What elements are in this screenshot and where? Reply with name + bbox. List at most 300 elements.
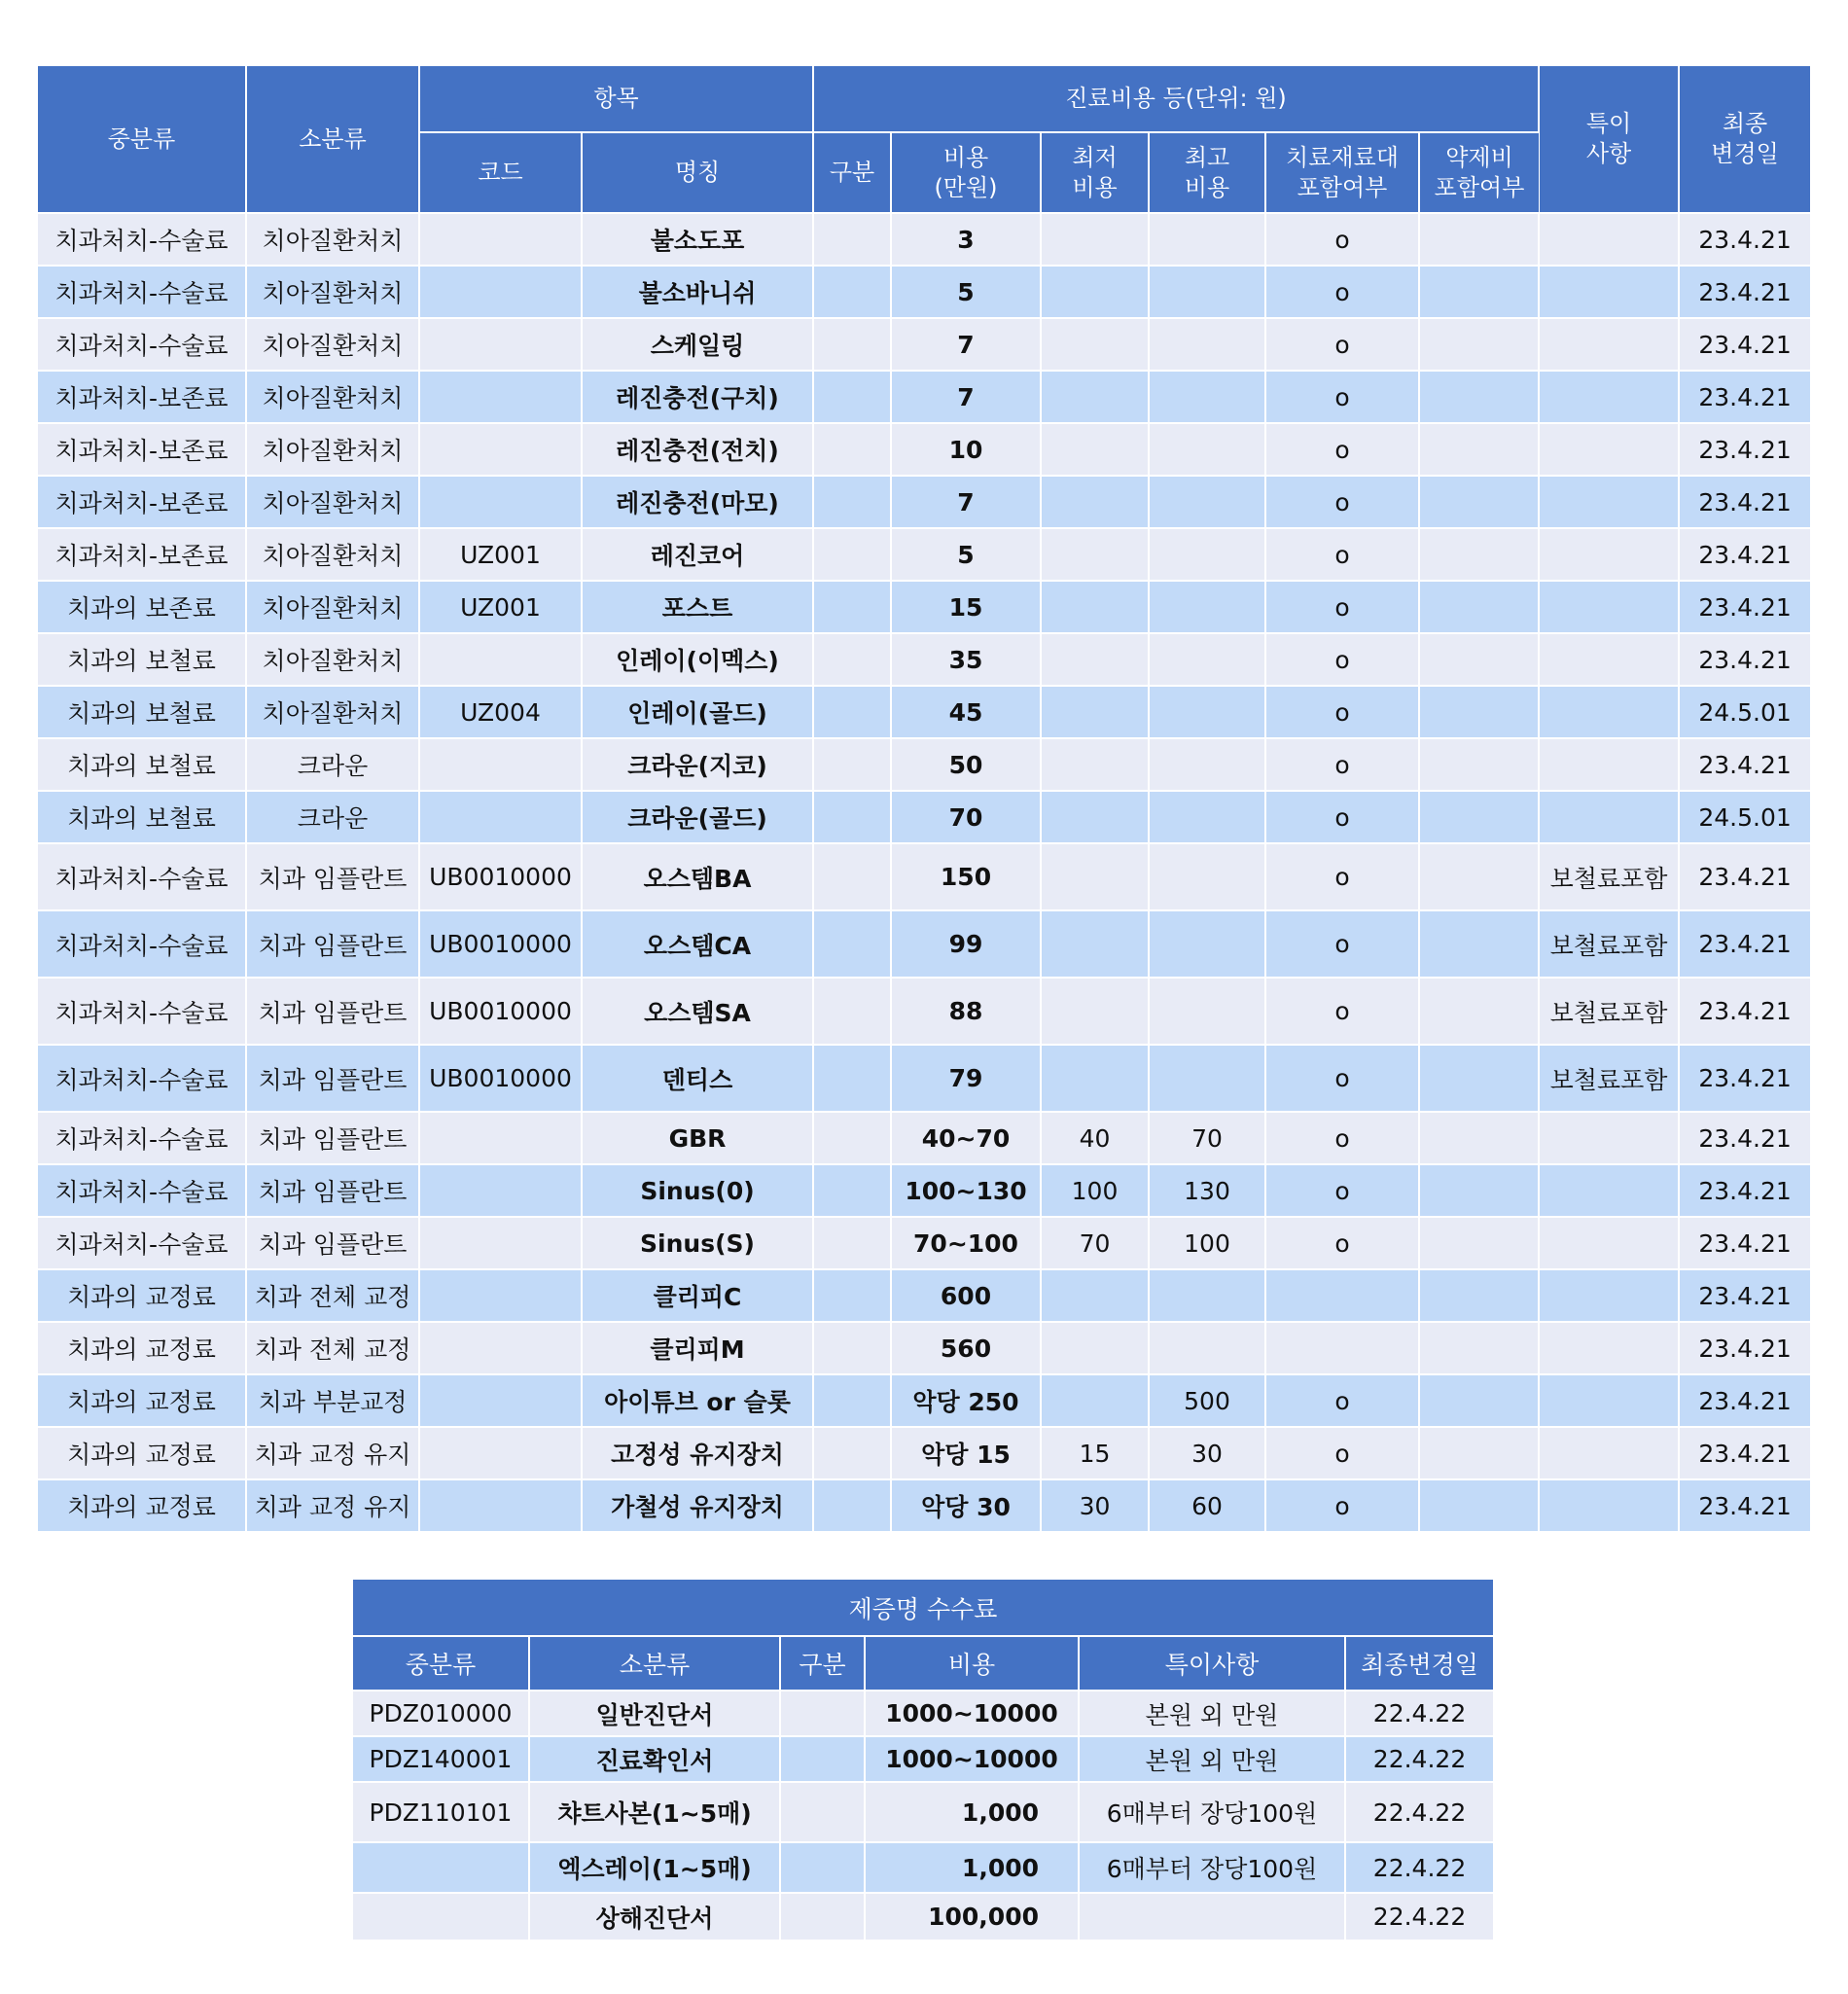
cell-min-cost	[1041, 1269, 1149, 1322]
cell-sub-category: 치과 임플란트	[246, 1164, 419, 1217]
cell-sub-category: 치아질환처치	[246, 423, 419, 476]
cell-last-changed: 23.4.21	[1679, 1322, 1810, 1374]
cell-material-included: o	[1265, 910, 1419, 978]
cell-min-cost	[1041, 738, 1149, 791]
cell-code	[419, 1427, 582, 1479]
table-row	[38, 633, 1810, 686]
cell-middle-category: 치과의 교정료	[38, 1479, 246, 1532]
cell-drug-included	[1419, 528, 1539, 581]
cell-cost: 악당 15	[891, 1427, 1041, 1479]
cell-max-cost	[1149, 476, 1265, 528]
fee-cell-sub-category: 진료확인서	[529, 1736, 780, 1782]
cell-max-cost	[1149, 791, 1265, 843]
cell-last-changed: 23.4.21	[1679, 843, 1810, 910]
cell-division	[813, 581, 891, 633]
header-last-changed: 최종 변경일	[1679, 66, 1810, 213]
cell-sub-category: 치과 임플란트	[246, 843, 419, 910]
cell-material-included: o	[1265, 978, 1419, 1045]
cell-cost: 15	[891, 581, 1041, 633]
cell-drug-included	[1419, 266, 1539, 318]
table-row	[38, 1374, 1810, 1427]
cell-middle-category: 치과의 보철료	[38, 738, 246, 791]
table-row	[38, 791, 1810, 843]
cell-drug-included	[1419, 371, 1539, 423]
cell-min-cost	[1041, 476, 1149, 528]
fee-cell-special-notes: 6매부터 장당100원	[1079, 1842, 1345, 1893]
cell-cost: 5	[891, 266, 1041, 318]
cell-min-cost: 100	[1041, 1164, 1149, 1217]
cell-name: 포스트	[582, 581, 813, 633]
cell-drug-included	[1419, 1112, 1539, 1164]
cell-name: 인레이(골드)	[582, 686, 813, 738]
fee-header-sub-category: 소분류	[529, 1636, 780, 1691]
fee-cell-cost: 1,000	[865, 1842, 1079, 1893]
cell-sub-category: 크라운	[246, 791, 419, 843]
cell-max-cost	[1149, 1322, 1265, 1374]
cell-division	[813, 1322, 891, 1374]
fee-cell-sub-category: 엑스레이(1~5매)	[529, 1842, 780, 1893]
cell-middle-category: 치과처치-수술료	[38, 318, 246, 371]
cell-cost: 45	[891, 686, 1041, 738]
fee-cell-last-changed: 22.4.22	[1345, 1782, 1493, 1842]
cell-name: 크라운(지코)	[582, 738, 813, 791]
fee-table-title: 제증명 수수료	[353, 1580, 1493, 1636]
cell-special-notes	[1539, 266, 1679, 318]
cell-special-notes	[1539, 423, 1679, 476]
fee-cell-special-notes: 본원 외 만원	[1079, 1691, 1345, 1736]
cell-sub-category: 치과 임플란트	[246, 1112, 419, 1164]
cell-middle-category: 치과처치-보존료	[38, 423, 246, 476]
cell-min-cost	[1041, 910, 1149, 978]
cell-cost: 악당 250	[891, 1374, 1041, 1427]
cell-division	[813, 423, 891, 476]
cell-drug-included	[1419, 843, 1539, 910]
cell-code: UZ001	[419, 528, 582, 581]
cell-max-cost	[1149, 978, 1265, 1045]
table-row	[353, 1842, 1493, 1893]
table-row	[38, 528, 1810, 581]
table-row	[38, 1045, 1810, 1112]
cell-middle-category: 치과의 보철료	[38, 791, 246, 843]
cell-name: 레진충전(구치)	[582, 371, 813, 423]
cell-cost: 600	[891, 1269, 1041, 1322]
cell-middle-category: 치과처치-수술료	[38, 1045, 246, 1112]
cell-division	[813, 1217, 891, 1269]
header-max-cost: 최고 비용	[1149, 132, 1265, 213]
cell-material-included: o	[1265, 1427, 1419, 1479]
cell-max-cost	[1149, 528, 1265, 581]
table-row	[38, 843, 1810, 910]
cell-min-cost: 40	[1041, 1112, 1149, 1164]
table-row	[38, 1427, 1810, 1479]
header-middle-category: 중분류	[38, 66, 246, 213]
cell-last-changed: 23.4.21	[1679, 738, 1810, 791]
cell-material-included: o	[1265, 633, 1419, 686]
cell-code	[419, 318, 582, 371]
cell-material-included: o	[1265, 371, 1419, 423]
cell-max-cost: 100	[1149, 1217, 1265, 1269]
table-row	[353, 1691, 1493, 1736]
cell-special-notes	[1539, 1427, 1679, 1479]
cell-min-cost	[1041, 266, 1149, 318]
cell-name: GBR	[582, 1112, 813, 1164]
cell-cost: 70	[891, 791, 1041, 843]
cell-division	[813, 213, 891, 266]
cell-drug-included	[1419, 1217, 1539, 1269]
cell-middle-category: 치과처치-수술료	[38, 266, 246, 318]
cell-last-changed: 23.4.21	[1679, 633, 1810, 686]
cell-special-notes: 보철료포함	[1539, 1045, 1679, 1112]
cell-drug-included	[1419, 738, 1539, 791]
cell-code	[419, 423, 582, 476]
cell-special-notes	[1539, 686, 1679, 738]
cell-special-notes	[1539, 371, 1679, 423]
cell-min-cost	[1041, 423, 1149, 476]
cell-code	[419, 1479, 582, 1532]
cell-middle-category: 치과의 교정료	[38, 1374, 246, 1427]
cell-name: 고정성 유지장치	[582, 1427, 813, 1479]
fee-cell-sub-category: 챠트사본(1~5매)	[529, 1782, 780, 1842]
cell-last-changed: 23.4.21	[1679, 1045, 1810, 1112]
cell-max-cost	[1149, 738, 1265, 791]
cell-material-included	[1265, 1322, 1419, 1374]
fee-cell-special-notes	[1079, 1893, 1345, 1941]
cell-last-changed: 23.4.21	[1679, 1374, 1810, 1427]
cell-code: UB0010000	[419, 978, 582, 1045]
cell-min-cost	[1041, 1322, 1149, 1374]
cell-division	[813, 978, 891, 1045]
cell-sub-category: 치아질환처치	[246, 476, 419, 528]
cell-sub-category: 치아질환처치	[246, 581, 419, 633]
cell-division	[813, 1164, 891, 1217]
cell-drug-included	[1419, 476, 1539, 528]
cell-middle-category: 치과의 교정료	[38, 1269, 246, 1322]
header-code: 코드	[419, 132, 582, 213]
cell-last-changed: 23.4.21	[1679, 476, 1810, 528]
cell-cost: 79	[891, 1045, 1041, 1112]
cell-last-changed: 24.5.01	[1679, 791, 1810, 843]
cell-max-cost: 130	[1149, 1164, 1265, 1217]
table-row	[353, 1782, 1493, 1842]
cell-division	[813, 1479, 891, 1532]
cell-name: 오스템SA	[582, 978, 813, 1045]
header-item: 항목	[419, 66, 813, 132]
cell-min-cost	[1041, 528, 1149, 581]
cell-cost: 560	[891, 1322, 1041, 1374]
cell-division	[813, 1269, 891, 1322]
cell-code	[419, 213, 582, 266]
cell-material-included: o	[1265, 266, 1419, 318]
cell-cost: 99	[891, 910, 1041, 978]
table-row	[38, 213, 1810, 266]
cell-sub-category: 치과 부분교정	[246, 1374, 419, 1427]
cell-min-cost	[1041, 1374, 1149, 1427]
cell-division	[813, 633, 891, 686]
cell-max-cost	[1149, 213, 1265, 266]
cell-drug-included	[1419, 1164, 1539, 1217]
certificate-fee-table	[353, 1580, 1493, 1941]
cell-name: 크라운(골드)	[582, 791, 813, 843]
cell-special-notes	[1539, 1112, 1679, 1164]
fee-header-division: 구분	[780, 1636, 865, 1691]
cell-middle-category: 치과처치-수술료	[38, 910, 246, 978]
cell-last-changed: 23.4.21	[1679, 318, 1810, 371]
cell-min-cost: 30	[1041, 1479, 1149, 1532]
fee-cell-middle-category: PDZ110101	[353, 1782, 529, 1842]
fee-cell-middle-category: PDZ140001	[353, 1736, 529, 1782]
cell-name: 가철성 유지장치	[582, 1479, 813, 1532]
cell-cost: 50	[891, 738, 1041, 791]
cell-name: 불소도포	[582, 213, 813, 266]
cell-special-notes: 보철료포함	[1539, 910, 1679, 978]
cell-division	[813, 476, 891, 528]
fee-cell-division	[780, 1842, 865, 1893]
cell-code	[419, 371, 582, 423]
fee-cell-middle-category	[353, 1893, 529, 1941]
cell-max-cost	[1149, 581, 1265, 633]
cell-division	[813, 266, 891, 318]
cell-name: 레진충전(마모)	[582, 476, 813, 528]
cell-division	[813, 1045, 891, 1112]
cell-division	[813, 1427, 891, 1479]
cell-last-changed: 23.4.21	[1679, 423, 1810, 476]
cell-cost: 3	[891, 213, 1041, 266]
cell-drug-included	[1419, 213, 1539, 266]
cell-code	[419, 1374, 582, 1427]
table-row	[38, 318, 1810, 371]
cell-max-cost	[1149, 318, 1265, 371]
cell-code	[419, 633, 582, 686]
cell-middle-category: 치과처치-수술료	[38, 1164, 246, 1217]
cell-last-changed: 23.4.21	[1679, 978, 1810, 1045]
cell-drug-included	[1419, 1427, 1539, 1479]
cell-sub-category: 치과 전체 교정	[246, 1269, 419, 1322]
cell-name: 아이튜브 or 슬롯	[582, 1374, 813, 1427]
cell-special-notes: 보철료포함	[1539, 843, 1679, 910]
cell-drug-included	[1419, 686, 1539, 738]
cell-max-cost: 30	[1149, 1427, 1265, 1479]
cell-code	[419, 1269, 582, 1322]
cell-last-changed: 23.4.21	[1679, 1269, 1810, 1322]
cell-sub-category: 치과 전체 교정	[246, 1322, 419, 1374]
cell-last-changed: 23.4.21	[1679, 1479, 1810, 1532]
cell-name: 스케일링	[582, 318, 813, 371]
cell-middle-category: 치과처치-수술료	[38, 978, 246, 1045]
table-row	[353, 1736, 1493, 1782]
cell-max-cost: 70	[1149, 1112, 1265, 1164]
header-sub-category: 소분류	[246, 66, 419, 213]
cell-code: UZ004	[419, 686, 582, 738]
fee-cell-special-notes: 본원 외 만원	[1079, 1736, 1345, 1782]
fee-cell-last-changed: 22.4.22	[1345, 1736, 1493, 1782]
cell-name: 불소바니쉬	[582, 266, 813, 318]
cell-last-changed: 23.4.21	[1679, 581, 1810, 633]
header-material-included: 치료재료대 포함여부	[1265, 132, 1419, 213]
header-cost-group: 진료비용 등(단위: 원)	[813, 66, 1539, 132]
fee-cell-sub-category: 일반진단서	[529, 1691, 780, 1736]
cell-min-cost	[1041, 371, 1149, 423]
cell-sub-category: 치아질환처치	[246, 371, 419, 423]
cell-drug-included	[1419, 423, 1539, 476]
cell-special-notes	[1539, 318, 1679, 371]
cell-name: 클리피M	[582, 1322, 813, 1374]
cell-name: Sinus(S)	[582, 1217, 813, 1269]
cell-special-notes	[1539, 1269, 1679, 1322]
cell-code: UB0010000	[419, 843, 582, 910]
cell-material-included: o	[1265, 791, 1419, 843]
table-row	[38, 978, 1810, 1045]
cell-middle-category: 치과의 보철료	[38, 686, 246, 738]
cell-middle-category: 치과처치-수술료	[38, 213, 246, 266]
cell-last-changed: 23.4.21	[1679, 266, 1810, 318]
table-row	[38, 581, 1810, 633]
cell-material-included	[1265, 1269, 1419, 1322]
cell-sub-category: 치과 임플란트	[246, 1217, 419, 1269]
cell-sub-category: 치아질환처치	[246, 318, 419, 371]
header-special-notes: 특이 사항	[1539, 66, 1679, 213]
cell-special-notes	[1539, 1479, 1679, 1532]
cell-last-changed: 23.4.21	[1679, 910, 1810, 978]
cell-material-included: o	[1265, 738, 1419, 791]
cell-cost: 악당 30	[891, 1479, 1041, 1532]
cell-division	[813, 738, 891, 791]
cell-drug-included	[1419, 1045, 1539, 1112]
cell-min-cost	[1041, 978, 1149, 1045]
table-row	[38, 1164, 1810, 1217]
cell-name: 레진충전(전치)	[582, 423, 813, 476]
cell-sub-category: 치과 임플란트	[246, 978, 419, 1045]
cell-cost: 35	[891, 633, 1041, 686]
table-row	[38, 1217, 1810, 1269]
cell-min-cost	[1041, 1045, 1149, 1112]
cell-middle-category: 치과처치-보존료	[38, 476, 246, 528]
cell-division	[813, 791, 891, 843]
cell-last-changed: 23.4.21	[1679, 1112, 1810, 1164]
cell-sub-category: 치아질환처치	[246, 213, 419, 266]
cell-division	[813, 528, 891, 581]
cell-material-included: o	[1265, 213, 1419, 266]
cell-cost: 7	[891, 371, 1041, 423]
cell-drug-included	[1419, 978, 1539, 1045]
cell-max-cost: 60	[1149, 1479, 1265, 1532]
cell-cost: 7	[891, 476, 1041, 528]
header-drug-included: 약제비 포함여부	[1419, 132, 1539, 213]
cell-code	[419, 738, 582, 791]
cell-sub-category: 치과 교정 유지	[246, 1427, 419, 1479]
table-row	[38, 266, 1810, 318]
cell-min-cost	[1041, 318, 1149, 371]
cell-drug-included	[1419, 581, 1539, 633]
cell-sub-category: 크라운	[246, 738, 419, 791]
table-row	[38, 1269, 1810, 1322]
cell-cost: 150	[891, 843, 1041, 910]
cell-last-changed: 23.4.21	[1679, 1427, 1810, 1479]
cell-cost: 40~70	[891, 1112, 1041, 1164]
cell-special-notes	[1539, 1217, 1679, 1269]
cell-cost: 88	[891, 978, 1041, 1045]
cell-code: UB0010000	[419, 910, 582, 978]
header-division: 구분	[813, 132, 891, 213]
cell-middle-category: 치과처치-보존료	[38, 528, 246, 581]
cell-material-included: o	[1265, 423, 1419, 476]
cell-min-cost	[1041, 686, 1149, 738]
table-row	[38, 476, 1810, 528]
table-row	[38, 1322, 1810, 1374]
cell-sub-category: 치아질환처치	[246, 633, 419, 686]
cell-last-changed: 23.4.21	[1679, 1164, 1810, 1217]
cell-min-cost	[1041, 843, 1149, 910]
fee-cell-division	[780, 1691, 865, 1736]
cell-sub-category: 치아질환처치	[246, 266, 419, 318]
cell-special-notes	[1539, 738, 1679, 791]
cell-name: Sinus(0)	[582, 1164, 813, 1217]
cell-cost: 70~100	[891, 1217, 1041, 1269]
cell-material-included: o	[1265, 318, 1419, 371]
cell-max-cost	[1149, 423, 1265, 476]
cell-middle-category: 치과의 교정료	[38, 1427, 246, 1479]
cell-name: 레진코어	[582, 528, 813, 581]
dental-fee-table	[38, 66, 1810, 1533]
fee-cell-cost: 1,000	[865, 1782, 1079, 1842]
fee-header-cost: 비용	[865, 1636, 1079, 1691]
cell-name: 오스템CA	[582, 910, 813, 978]
cell-max-cost	[1149, 1269, 1265, 1322]
table-row	[38, 738, 1810, 791]
cell-sub-category: 치과 임플란트	[246, 1045, 419, 1112]
header-name: 명칭	[582, 132, 813, 213]
cell-material-included: o	[1265, 581, 1419, 633]
cell-max-cost	[1149, 1045, 1265, 1112]
cell-material-included: o	[1265, 1112, 1419, 1164]
cell-sub-category: 치아질환처치	[246, 686, 419, 738]
cell-drug-included	[1419, 318, 1539, 371]
cell-name: 덴티스	[582, 1045, 813, 1112]
cell-special-notes	[1539, 476, 1679, 528]
cell-code	[419, 476, 582, 528]
cell-division	[813, 910, 891, 978]
cell-division	[813, 686, 891, 738]
cell-material-included: o	[1265, 1479, 1419, 1532]
cell-drug-included	[1419, 1479, 1539, 1532]
fee-cell-sub-category: 상해진단서	[529, 1893, 780, 1941]
cell-code: UB0010000	[419, 1045, 582, 1112]
fee-header-last-changed: 최종변경일	[1345, 1636, 1493, 1691]
cell-max-cost	[1149, 371, 1265, 423]
cell-material-included: o	[1265, 1164, 1419, 1217]
cell-special-notes	[1539, 1164, 1679, 1217]
cell-drug-included	[1419, 1269, 1539, 1322]
cell-last-changed: 24.5.01	[1679, 686, 1810, 738]
fee-cell-cost: 100,000	[865, 1893, 1079, 1941]
fee-header-special-notes: 특이사항	[1079, 1636, 1345, 1691]
cell-material-included: o	[1265, 528, 1419, 581]
cell-division	[813, 1374, 891, 1427]
cell-code	[419, 1164, 582, 1217]
cell-middle-category: 치과처치-보존료	[38, 371, 246, 423]
cell-cost: 100~130	[891, 1164, 1041, 1217]
cell-cost: 5	[891, 528, 1041, 581]
cell-min-cost	[1041, 581, 1149, 633]
cell-code: UZ001	[419, 581, 582, 633]
fee-cell-middle-category	[353, 1842, 529, 1893]
cell-division	[813, 1112, 891, 1164]
cell-material-included: o	[1265, 476, 1419, 528]
cell-max-cost	[1149, 843, 1265, 910]
cell-material-included: o	[1265, 1374, 1419, 1427]
fee-cell-middle-category: PDZ010000	[353, 1691, 529, 1736]
cell-material-included: o	[1265, 843, 1419, 910]
cell-special-notes	[1539, 213, 1679, 266]
